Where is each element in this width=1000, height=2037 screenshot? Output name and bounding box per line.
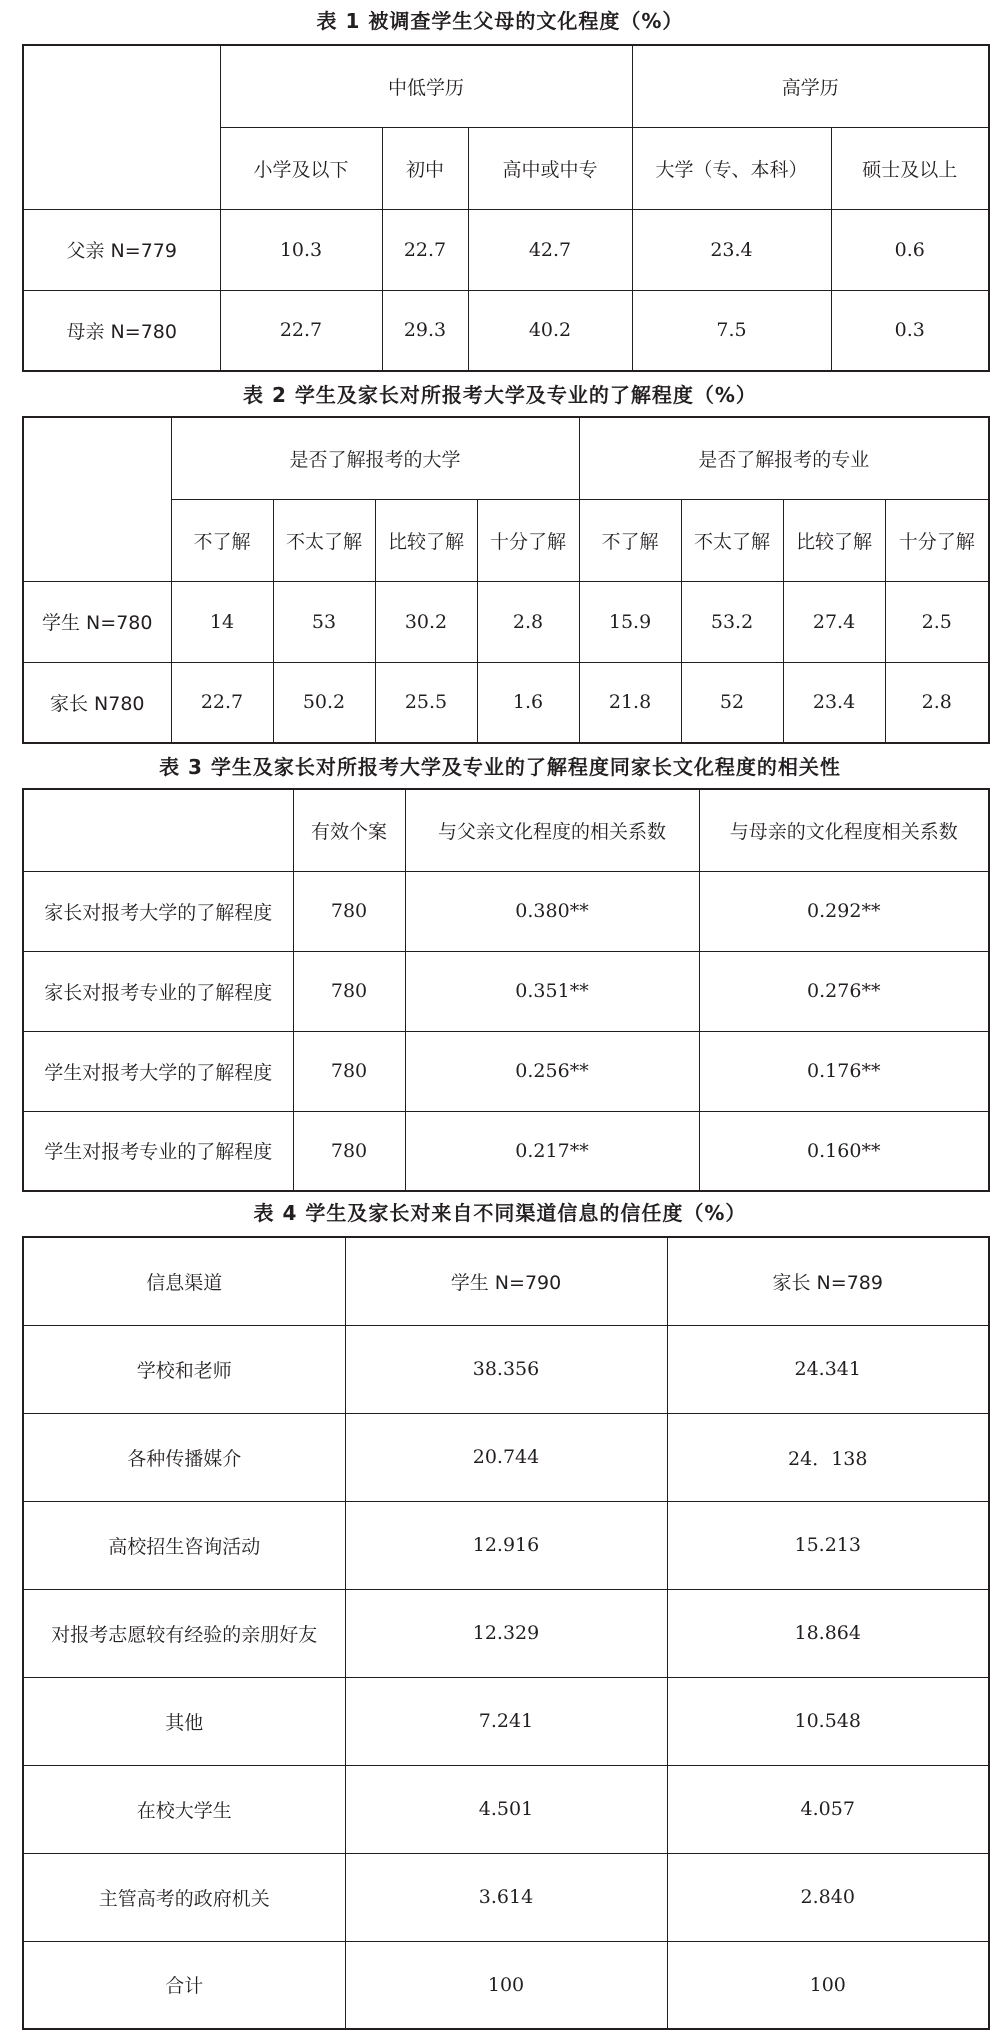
table-cell: 780 bbox=[293, 1111, 405, 1191]
row-label: 家长 N780 bbox=[23, 662, 171, 743]
table-cell: 22.7 bbox=[220, 290, 382, 371]
table-cell: 42.7 bbox=[468, 209, 632, 290]
table3 bbox=[22, 788, 990, 1192]
table-cell: 40.2 bbox=[468, 290, 632, 371]
table-cell: 100 bbox=[667, 1941, 989, 2029]
table2-col-header: 不了解 bbox=[171, 499, 273, 581]
table2-col-header: 十分了解 bbox=[477, 499, 579, 581]
table-cell: 23.4 bbox=[632, 209, 831, 290]
table2-corner-cell bbox=[23, 417, 171, 581]
table3-col-header: 与父亲文化程度的相关系数 bbox=[405, 789, 699, 871]
table2-col-header: 比较了解 bbox=[783, 499, 885, 581]
row-label: 各种传播媒介 bbox=[23, 1413, 345, 1501]
table-cell: 780 bbox=[293, 951, 405, 1031]
table-row bbox=[23, 1853, 989, 1941]
table-cell: 52 bbox=[681, 662, 783, 743]
row-label: 学校和老师 bbox=[23, 1325, 345, 1413]
table-row bbox=[23, 209, 989, 290]
table-cell: 2.8 bbox=[885, 662, 989, 743]
table1-group-high: 高学历 bbox=[632, 45, 989, 127]
row-label: 学生 N=780 bbox=[23, 581, 171, 662]
table-cell: 21.8 bbox=[579, 662, 681, 743]
table-cell: 0.160** bbox=[699, 1111, 989, 1191]
table-row bbox=[23, 1765, 989, 1853]
table-cell: 53 bbox=[273, 581, 375, 662]
table-cell: 29.3 bbox=[382, 290, 468, 371]
table1-col-header: 硕士及以上 bbox=[831, 127, 989, 209]
row-label: 母亲 N=780 bbox=[23, 290, 220, 371]
table3-col-header: 与母亲的文化程度相关系数 bbox=[699, 789, 989, 871]
table-row bbox=[23, 1325, 989, 1413]
table-cell: 2.8 bbox=[477, 581, 579, 662]
row-label: 对报考志愿较有经验的亲朋好友 bbox=[23, 1589, 345, 1677]
table-cell: 23.4 bbox=[783, 662, 885, 743]
row-label: 合计 bbox=[23, 1941, 345, 2029]
table-row bbox=[23, 1941, 989, 2029]
table-row bbox=[23, 662, 989, 743]
table-cell: 27.4 bbox=[783, 581, 885, 662]
table-row bbox=[23, 1589, 989, 1677]
table-cell: 12.329 bbox=[345, 1589, 667, 1677]
table2-title: 表 2 学生及家长对所报考大学及专业的了解程度（%） bbox=[243, 383, 757, 407]
table2-col-header: 不了解 bbox=[579, 499, 681, 581]
table-cell: 2.5 bbox=[885, 581, 989, 662]
table3-corner-cell bbox=[23, 789, 293, 871]
table2-group-major: 是否了解报考的专业 bbox=[579, 417, 989, 499]
table-cell: 14 bbox=[171, 581, 273, 662]
table1 bbox=[22, 44, 990, 372]
table1-title: 表 1 被调查学生父母的文化程度（%） bbox=[316, 9, 684, 33]
table-cell: 10.548 bbox=[667, 1677, 989, 1765]
table-cell: 0.256** bbox=[405, 1031, 699, 1111]
table-cell: 24．138 bbox=[667, 1413, 989, 1501]
row-label: 父亲 N=779 bbox=[23, 209, 220, 290]
row-label: 学生对报考大学的了解程度 bbox=[23, 1031, 293, 1111]
table-cell: 50.2 bbox=[273, 662, 375, 743]
table4-title: 表 4 学生及家长对来自不同渠道信息的信任度（%） bbox=[253, 1201, 747, 1225]
table-cell: 0.292** bbox=[699, 871, 989, 951]
table-cell: 20.744 bbox=[345, 1413, 667, 1501]
table-cell: 25.5 bbox=[375, 662, 477, 743]
table4-col-header: 信息渠道 bbox=[23, 1237, 345, 1325]
table2-group-university: 是否了解报考的大学 bbox=[171, 417, 579, 499]
table1-corner-cell bbox=[23, 45, 220, 209]
table-cell: 100 bbox=[345, 1941, 667, 2029]
table-cell: 0.217** bbox=[405, 1111, 699, 1191]
table-cell: 1.6 bbox=[477, 662, 579, 743]
table1-group-low: 中低学历 bbox=[220, 45, 632, 127]
table4-col-header: 学生 N=790 bbox=[345, 1237, 667, 1325]
table-cell: 22.7 bbox=[171, 662, 273, 743]
table1-col-header: 初中 bbox=[382, 127, 468, 209]
table-cell: 0.3 bbox=[831, 290, 989, 371]
table-cell: 7.241 bbox=[345, 1677, 667, 1765]
table2 bbox=[22, 416, 990, 744]
table-row bbox=[23, 581, 989, 662]
table-cell: 12.916 bbox=[345, 1501, 667, 1589]
row-label: 家长对报考专业的了解程度 bbox=[23, 951, 293, 1031]
table-cell: 2.840 bbox=[667, 1853, 989, 1941]
table-row bbox=[23, 1501, 989, 1589]
table2-col-header: 不太了解 bbox=[681, 499, 783, 581]
row-label: 在校大学生 bbox=[23, 1765, 345, 1853]
table4 bbox=[22, 1236, 990, 2030]
table-cell: 18.864 bbox=[667, 1589, 989, 1677]
table-row bbox=[23, 1677, 989, 1765]
table-cell: 22.7 bbox=[382, 209, 468, 290]
table-cell: 53.2 bbox=[681, 581, 783, 662]
table-cell: 0.351** bbox=[405, 951, 699, 1031]
table-row bbox=[23, 1111, 989, 1191]
table4-col-header: 家长 N=789 bbox=[667, 1237, 989, 1325]
table-cell: 15.9 bbox=[579, 581, 681, 662]
table-cell: 780 bbox=[293, 1031, 405, 1111]
table-row bbox=[23, 871, 989, 951]
table-cell: 0.176** bbox=[699, 1031, 989, 1111]
table-cell: 30.2 bbox=[375, 581, 477, 662]
table-row bbox=[23, 951, 989, 1031]
table-cell: 3.614 bbox=[345, 1853, 667, 1941]
table1-col-header: 高中或中专 bbox=[468, 127, 632, 209]
row-label: 其他 bbox=[23, 1677, 345, 1765]
row-label: 高校招生咨询活动 bbox=[23, 1501, 345, 1589]
table3-title: 表 3 学生及家长对所报考大学及专业的了解程度同家长文化程度的相关性 bbox=[159, 755, 841, 779]
table-cell: 0.276** bbox=[699, 951, 989, 1031]
table-cell: 780 bbox=[293, 871, 405, 951]
row-label: 主管高考的政府机关 bbox=[23, 1853, 345, 1941]
table-cell: 0.380** bbox=[405, 871, 699, 951]
row-label: 家长对报考大学的了解程度 bbox=[23, 871, 293, 951]
table2-col-header: 十分了解 bbox=[885, 499, 989, 581]
table-row bbox=[23, 290, 989, 371]
table-cell: 10.3 bbox=[220, 209, 382, 290]
row-label: 学生对报考专业的了解程度 bbox=[23, 1111, 293, 1191]
table-cell: 0.6 bbox=[831, 209, 989, 290]
table1-col-header: 小学及以下 bbox=[220, 127, 382, 209]
table-cell: 4.057 bbox=[667, 1765, 989, 1853]
table-cell: 38.356 bbox=[345, 1325, 667, 1413]
table-row bbox=[23, 1031, 989, 1111]
table-cell: 15.213 bbox=[667, 1501, 989, 1589]
table-cell: 7.5 bbox=[632, 290, 831, 371]
table-cell: 24.341 bbox=[667, 1325, 989, 1413]
table2-col-header: 不太了解 bbox=[273, 499, 375, 581]
table1-col-header: 大学（专、本科） bbox=[632, 127, 831, 209]
table3-col-header: 有效个案 bbox=[293, 789, 405, 871]
table-row bbox=[23, 1413, 989, 1501]
table2-col-header: 比较了解 bbox=[375, 499, 477, 581]
table-cell: 4.501 bbox=[345, 1765, 667, 1853]
